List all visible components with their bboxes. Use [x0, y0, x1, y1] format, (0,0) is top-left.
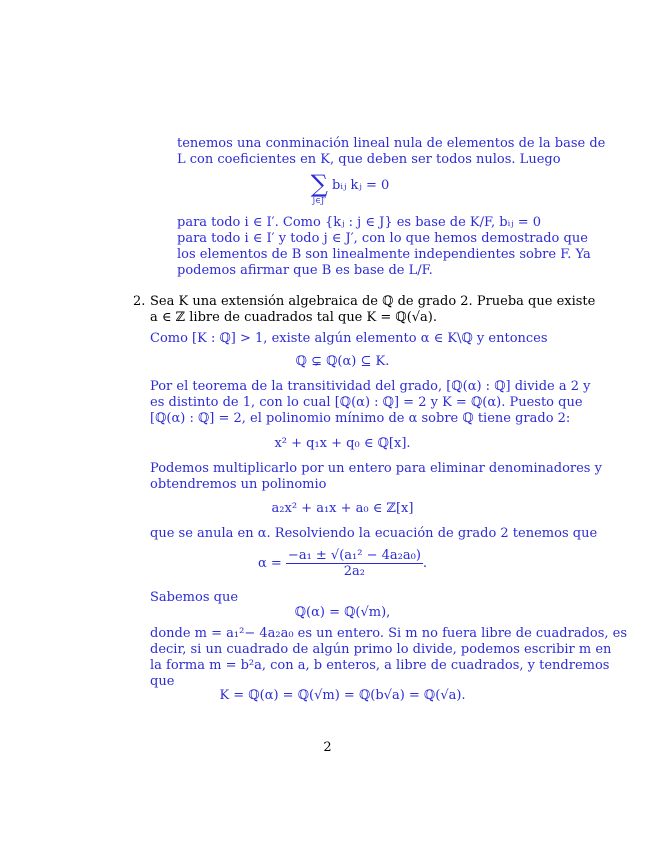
- text-line: que: [150, 674, 175, 689]
- solution-paragraph-1: [150, 331, 548, 347]
- equation-quadratic-formula: [150, 548, 535, 579]
- text-line: Podemos multiplicarlo por un entero para eliminar denominadores y: [150, 461, 602, 476]
- text-line: los elementos de B son linealmente independientes sobre F. Ya: [177, 247, 591, 262]
- paragraph-conclusion-start: [177, 136, 606, 168]
- solution-paragraph-6: [150, 626, 628, 690]
- text-line: a ∈ ℤ libre de cuadrados tal que K = ℚ(√a).: [150, 310, 438, 325]
- text-line: es distinto de 1, con lo cual [ℚ(α) : ℚ] = 2 y K = ℚ(α). Puesto que: [150, 395, 583, 410]
- sum-expression: bᵢⱼ kⱼ = 0: [332, 178, 390, 193]
- text-line: Sabemos que: [150, 590, 239, 605]
- sum-symbol: ∑: [310, 170, 328, 198]
- text-line: L con coeficientes en K, que deben ser todos nulos. Luego: [177, 152, 561, 167]
- equation-integer-polynomial: a₂x² + a₁x + a₀ ∈ ℤ[x]: [271, 501, 414, 516]
- text-line: tenemos una conminación lineal nula de elementos de la base de: [177, 136, 606, 151]
- equation-final: K = ℚ(α) = ℚ(√m) = ℚ(b√a) = ℚ(√a).: [219, 688, 466, 703]
- paragraph-conclusion-end: [177, 215, 591, 279]
- text-line: podemos afirmar que B es base de L/F.: [177, 263, 433, 278]
- text-line: obtendremos un polinomio: [150, 477, 327, 492]
- text-line: Como [K : ℚ] > 1, existe algún elemento α ∈ K\ℚ y entonces: [150, 331, 548, 346]
- fraction: [286, 548, 423, 579]
- text-line: para todo i ∈ I′ y todo j ∈ J′, con lo que hemos demostrado que: [177, 231, 588, 246]
- text-line: Por el teorema de la transitividad del grado, [ℚ(α) : ℚ] divide a 2 y: [150, 379, 591, 394]
- text-line: para todo i ∈ I′. Como {kⱼ : j ∈ J} es base de K/F, bᵢⱼ = 0: [177, 215, 542, 230]
- text-line: donde m = a₁²− 4a₂a₀ es un entero. Si m no fuera libre de cuadrados, es: [150, 626, 628, 641]
- equation-minimal-polynomial: x² + q₁x + q₀ ∈ ℚ[x].: [274, 436, 411, 451]
- fraction-denominator: 2a₂: [343, 564, 366, 579]
- problem-statement: [150, 294, 596, 326]
- solution-paragraph-2: [150, 379, 591, 427]
- text-line: [ℚ(α) : ℚ] = 2, el polinomio mínimo de α sobre ℚ tiene grado 2:: [150, 411, 571, 426]
- fraction-numerator: −a₁ ± √(a₁² − 4a₂a₀): [287, 548, 421, 563]
- text-line: decir, si un cuadrado de algún primo lo divide, podemos escribir m en: [150, 642, 612, 657]
- sum-index: j∈J′: [312, 196, 327, 205]
- solution-paragraph-3: [150, 461, 602, 493]
- page-number: 2: [323, 740, 332, 755]
- text-line: que se anula en α. Resolviendo la ecuación de grado 2 tenemos que: [150, 526, 598, 541]
- sum-operator: [311, 172, 328, 205]
- equation-field-inclusion: ℚ ⊊ ℚ(α) ⊆ K.: [295, 354, 390, 369]
- text-line: la forma m = b²a, con a, b enteros, a libre de cuadrados, y tendremos: [150, 658, 610, 673]
- sum-equation: [290, 172, 410, 205]
- formula-period: .: [422, 556, 428, 571]
- solution-paragraph-4: [150, 526, 598, 542]
- formula-lhs: α =: [257, 556, 282, 571]
- equation-field-equality: ℚ(α) = ℚ(√m),: [294, 605, 391, 620]
- text-line: Sea K una extensión algebraica de ℚ de grado 2. Prueba que existe: [150, 294, 596, 309]
- solution-paragraph-5: [150, 590, 535, 606]
- problem-number: 2.: [133, 294, 146, 309]
